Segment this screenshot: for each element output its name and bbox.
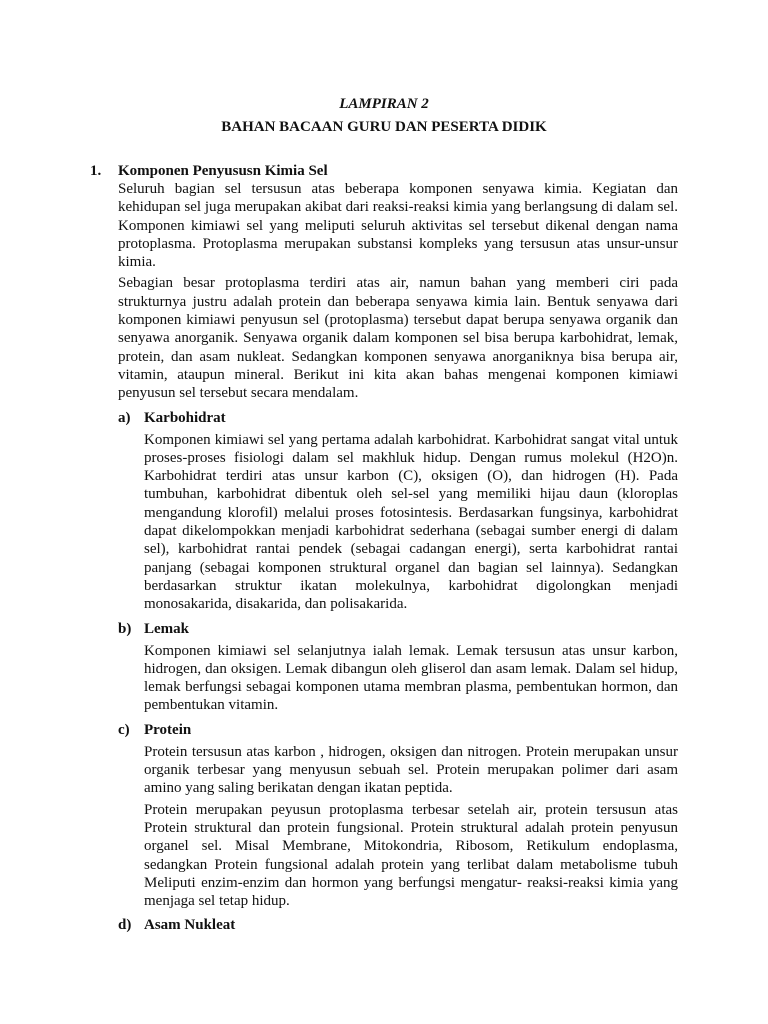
subsection-title: Protein — [144, 721, 192, 738]
paragraph: Seluruh bagian sel tersusun atas beberapa komponen senyawa kimia. Kegiatan dan kehidupan sel juga merupakan akibat dari reaksi-reaksi kimia yang berlangsung di dalam sel. Komponen kimiawi sel yang meliputi seluruh aktivitas sel tersebut dikenal dengan nama protoplasma. Protoplasma merupakan substansi kompleks yang tersusun atas unsur-unsur kimia. — [118, 181, 678, 271]
subsection-letter: d) — [118, 917, 132, 934]
subsection-heading-karbohidrat — [118, 409, 678, 427]
document-content — [90, 162, 678, 938]
subsection-body-protein — [144, 743, 678, 911]
section-heading — [90, 162, 678, 180]
paragraph: Komponen kimiawi sel selanjutnya ialah lemak. Lemak tersusun atas unsur karbon, hidrogen, dan oksigen. Lemak dibangun oleh gliserol dan asam lemak. Dalam sel hidup, lemak berfungsi sebagai komponen utama membran plasma, pembentukan hormon, dan pembentukan vitamin. — [144, 642, 678, 714]
paragraph: Protein tersusun atas karbon , hidrogen, oksigen dan nitrogen. Protein merupakan unsur organik terbesar yang menyusun sebuah sel. Protein merupakan polimer dari asam amino yang saling berikatan dengan ikatan peptida. — [144, 743, 678, 797]
paragraph: Komponen kimiawi sel yang pertama adalah karbohidrat. Karbohidrat sangat vital untuk proses-proses fisiologi dalam sel makhluk hidup. Dengan rumus molekul (H2O)n. Karbohidrat terdiri atas unsur karbon (C), oksigen (O), dan hidrogen (H). Pada tumbuhan, karbohidrat dibentuk oleh sel-sel yang memiliki hijau daun (kloroplas mengandung klorofil) melalui proses fotosintesis. Berdasarkan fungsinya, karbohidrat dapat dikelompokkan menjadi karbohidrat sederhana (sebagai sumber energi di dalam sel), karbohidrat rantai pendek (sebagai cadangan energi), serta karbohidrat rantai panjang (sebagai komponen struktural organel dan bagian sel lainnya). Sedangkan berdasarkan struktur ikatan molekulnya, karbohidrat digolongkan menjadi monosakarida, disakarida, dan polisakarida. — [144, 431, 678, 613]
paragraph: Protein merupakan peyusun protoplasma terbesar setelah air, protein tersusun atas Protein struktural dan protein fungsional. Protein struktural adalah protein penyusun organel sel. Misal Membrane, Mitokondria, Ribosom, Retikulum endoplasma, sedangkan Protein fungsional adalah protein yang terlibat dalam metabolisme tubuh Meliputi enzim-enzim dan hormon yang berfungsi mengatur- reaksi-reaksi kimia yang menjaga sel tetap hidup. — [144, 801, 678, 910]
subsection-title: Karbohidrat — [144, 409, 226, 426]
section-title: Komponen Penyususn Kimia Sel — [118, 163, 328, 179]
appendix-label: LAMPIRAN 2 — [339, 96, 429, 112]
subsection-letter: a) — [118, 409, 131, 426]
subsection-title: Lemak — [144, 620, 189, 637]
section-body — [118, 180, 678, 934]
subsection-heading-asam-nukleat — [118, 916, 678, 934]
document-title: BAHAN BACAAN GURU DAN PESERTA DIDIK — [221, 119, 547, 135]
subsection-heading-lemak — [118, 620, 678, 638]
subsection-heading-protein — [118, 721, 678, 739]
subsection-body-lemak — [144, 642, 678, 715]
subsection-letter: c) — [118, 721, 130, 738]
subsection-title: Asam Nukleat — [144, 917, 236, 934]
section-number: 1. — [90, 163, 102, 179]
paragraph: Sebagian besar protoplasma terdiri atas air, namun bahan yang memberi ciri pada strukturnya justru adalah protein dan beberapa senyawa kimia lain. Bentuk senyawa dari komponen kimiawi penyusun sel (protoplasma) tersebut dapat berupa senyawa organik dan senyawa anorganik. Senyawa organik dalam komponen sel bisa berupa karbohidrat, lemak, protein, dan asam nukleat. Sedangkan komponen senyawa anorganiknya bisa berupa air, vitamin, ataupun mineral. Berikut ini kita akan bahas mengenai komponen kimiawi penyusun sel tersebut secara mendalam. — [118, 275, 678, 402]
subsection-letter: b) — [118, 620, 132, 637]
subsection-body-karbohidrat — [144, 431, 678, 614]
